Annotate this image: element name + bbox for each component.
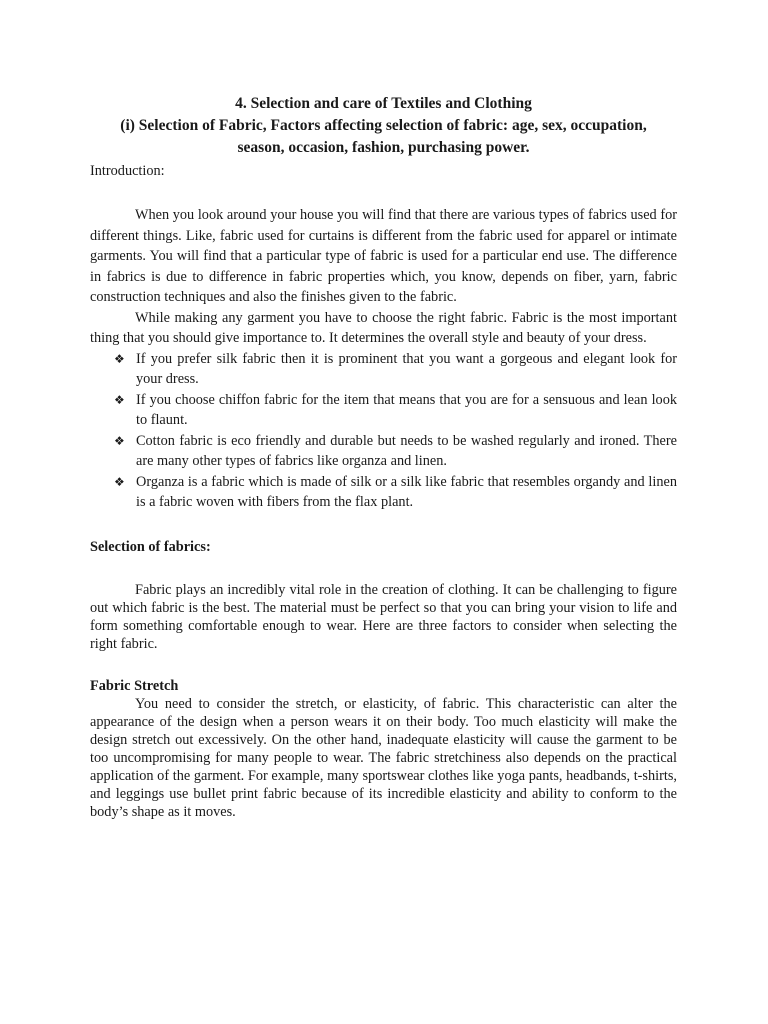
chapter-title: [90, 93, 677, 159]
list-item: [90, 349, 677, 390]
diamond-bullet-icon: ❖: [114, 474, 125, 489]
title-line-3: season, occasion, fashion, purchasing power.: [237, 139, 530, 156]
intro-paragraph-2: While making any garment you have to choose the right fabric. Fabric is the most important thing that you should give importance to. It determines the overall style and beauty of your dress.: [90, 309, 677, 346]
bullet-text: Cotton fabric is eco friendly and durable but needs to be washed regularly and ironed. There are many other types of fabrics like organza and linen.: [136, 432, 677, 469]
bullet-text: Organza is a fabric which is made of silk or a silk like fabric that resembles organdy and linen is a fabric woven with fibers from the flax plant.: [136, 473, 677, 510]
fabric-stretch-heading: Fabric Stretch: [90, 677, 179, 694]
intro-paragraph-1: When you look around your house you will find that there are various types of fabrics used for different things. Like, fabric used for curtains is different from the fabric used for apparel or intimate garments. You will find that a particular type of fabric is used for a particular end use. The difference in fabrics is due to difference in fabric properties which, you know, depends on fiber, yarn, fabric construction techniques and also the finishes given to the fabric.: [90, 207, 677, 305]
list-item: [90, 472, 677, 513]
selection-paragraph: Fabric plays an incredibly vital role in the creation of clothing. It can be challenging to figure out which fabric is the best. The material must be perfect so that you can bring your vision to life and form something comfortable enough to wear. Here are three factors to consider when selecting the right fabric.: [90, 581, 677, 652]
introduction-label: Introduction:: [90, 163, 165, 179]
diamond-bullet-icon: ❖: [114, 392, 125, 407]
diamond-bullet-icon: ❖: [114, 351, 125, 366]
title-line-1: 4. Selection and care of Textiles and Clothing: [235, 95, 532, 112]
list-item: [90, 431, 677, 472]
list-item: [90, 390, 677, 431]
title-line-2: (i) Selection of Fabric, Factors affecting selection of fabric: age, sex, occupation,: [120, 117, 647, 134]
fabric-bullet-list: [90, 349, 677, 513]
bullet-text: If you choose chiffon fabric for the item that means that you are for a sensuous and lean look to flaunt.: [136, 391, 677, 428]
document-content: [90, 93, 677, 821]
diamond-bullet-icon: ❖: [114, 433, 125, 448]
fabric-stretch-paragraph: You need to consider the stretch, or elasticity, of fabric. This characteristic can alter the appearance of the design when a person wears it on their body. Too much elasticity will make the design stretch out excessively. On the other hand, inadequate elasticity will cause the garment to be too uncompromising for many people to wear. The fabric stretchiness also depends on the practical application of the garment. For example, many sportswear clothes like yoga pants, headbands, t-shirts, and leggings use bullet print fabric because of its incredible elasticity and ability to conform to the body’s shape as it moves.: [90, 695, 677, 820]
selection-heading: Selection of fabrics:: [90, 538, 211, 555]
bullet-text: If you prefer silk fabric then it is prominent that you want a gorgeous and elegant look for your dress.: [136, 350, 677, 387]
